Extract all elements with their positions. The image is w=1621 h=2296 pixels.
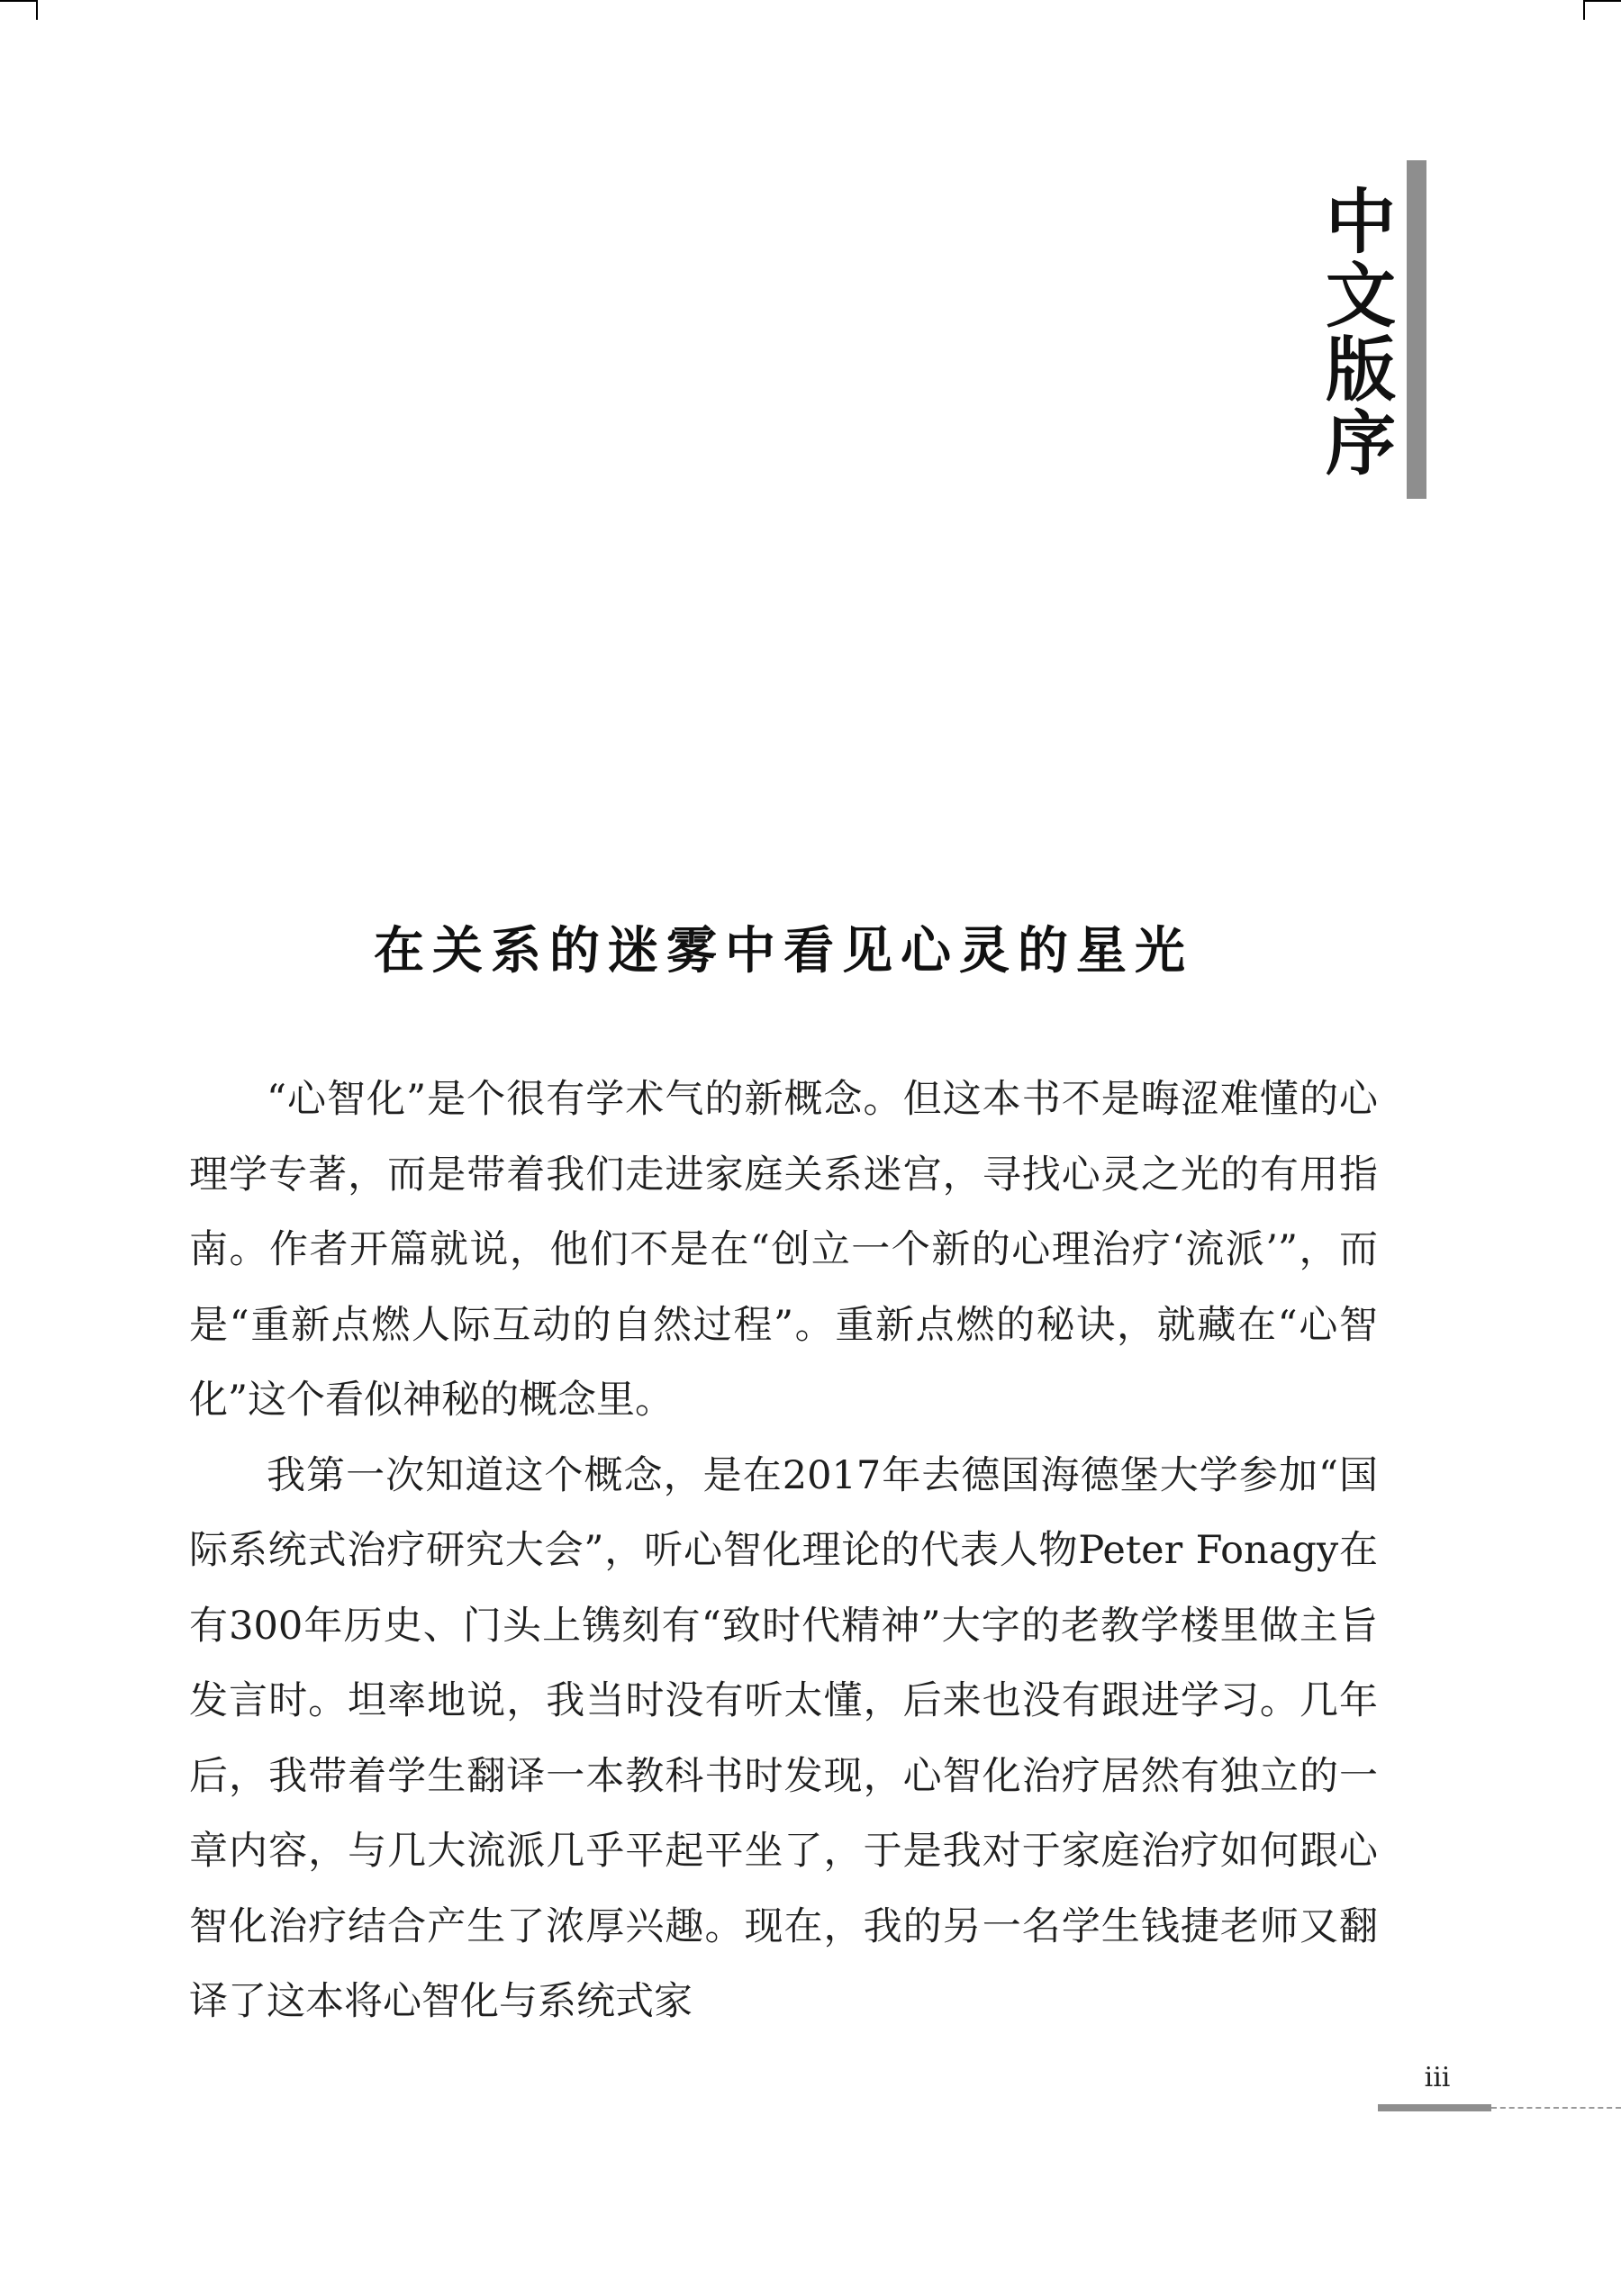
section-title-bar	[1407, 160, 1426, 499]
paragraph-1: “心智化”是个很有学术气的新概念。但这本书不是晦涩难懂的心理学专著，而是带着我们走进家庭关系迷宫，寻找心灵之光的有用指南。作者开篇就说，他们不是在“创立一个新的心理治疗‘流派’”，而是“重新点燃人际互动的自然过程”。重新点燃的秘诀，就藏在“心智化”这个看似神秘的概念里。	[189, 1077, 1378, 1423]
page-heading: 在关系的迷雾中看见心灵的星光	[374, 922, 1193, 981]
footer-bar	[1378, 2104, 1491, 2111]
footer-dashed-line	[1491, 2107, 1621, 2109]
section-title: 中文版序	[1314, 185, 1395, 480]
crop-mark-top-right	[1585, 0, 1621, 2]
crop-mark-top-left-vertical	[36, 0, 38, 20]
crop-mark-top-left	[0, 0, 36, 2]
paragraph-2: 我第一次知道这个概念，是在2017年去德国海德堡大学参加“国际系统式治疗研究大会”，听心智化理论的代表人物Peter Fonagy在有300年历史、门头上镌刻有“致时代精神”大字的老教学楼里做主旨发言时。坦率地说，我当时没有听太懂，后来也没有跟进学习。几年后，我带着学生翻译一本教科书时发现，心智化治疗居然有独立的一章内容，与几大流派几乎平起平坐了，于是我对于家庭治疗如何跟心智化治疗结合产生了浓厚兴趣。现在，我的另一名学生钱捷老师又翻译了这本将心智化与系统式家	[189, 1452, 1378, 2024]
body-text	[189, 1062, 1378, 2040]
page-number: iii	[1424, 2062, 1451, 2093]
crop-mark-top-right-vertical	[1583, 0, 1585, 20]
